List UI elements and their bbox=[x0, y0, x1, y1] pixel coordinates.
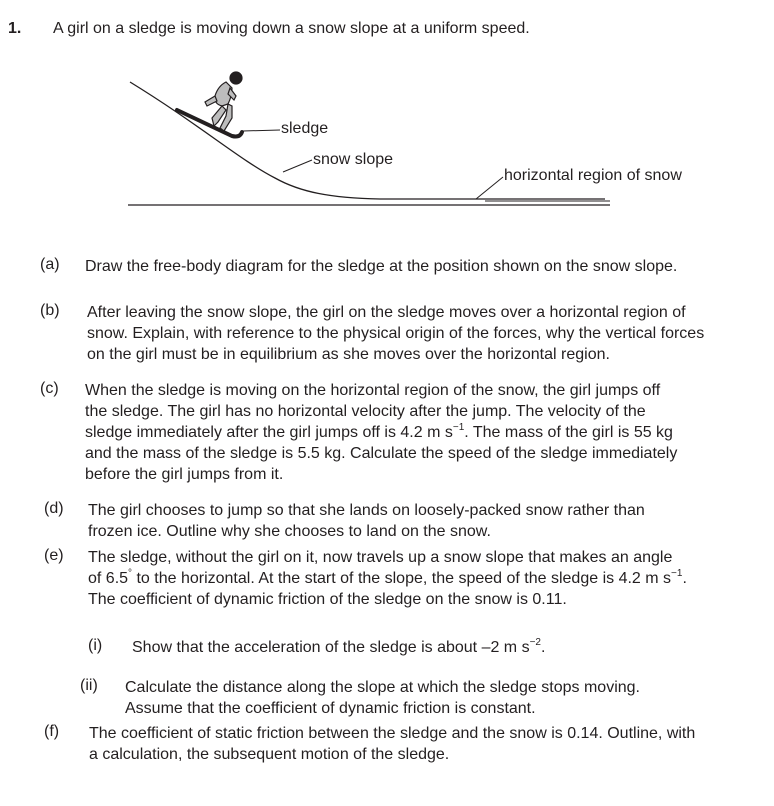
question-stem: A girl on a sledge is moving down a snow slope at a uniform speed. bbox=[53, 20, 530, 37]
part-a-text: Draw the free-body diagram for the sledge at the position shown on the snow slope. bbox=[85, 258, 678, 275]
part-b-label: (b) bbox=[40, 302, 60, 319]
girl-figure-icon bbox=[205, 72, 242, 131]
part-e-i-label: (i) bbox=[88, 637, 103, 654]
part-e-i-text: Show that the acceleration of the sledge is about –2 m $s^{-2}$. bbox=[132, 636, 546, 656]
part-f-text: The coefficient of static friction between the sledge and the snow is 0.14. Outline, with a calculation, the subsequent motion of the sledge. bbox=[89, 725, 696, 763]
part-c-label: (c) bbox=[40, 380, 59, 397]
slope-leader bbox=[283, 160, 312, 172]
part-e-ii-label: (ii) bbox=[80, 677, 98, 694]
part-a-label: (a) bbox=[40, 256, 60, 273]
part-e-text: The sledge, without the girl on it, now travels up a snow slope that makes an angle of 6.5° to the horizontal. At the start of the slope, the speed of the sledge is 4.2 m $s^{-1}$. The coefficient of dynamic friction of the sledge on the snow is 0.11. bbox=[88, 549, 687, 608]
part-d-label: (d) bbox=[44, 500, 64, 517]
part-b-text: After leaving the snow slope, the girl on the sledge moves over a horizontal region of snow. Explain, with reference to the physical origin of the forces, why the vertical forces on the girl must be in equilibrium as she moves over the horizontal region. bbox=[87, 304, 705, 363]
label-horizontal-region: horizontal region of snow bbox=[504, 167, 682, 184]
label-snow-slope: snow slope bbox=[313, 151, 394, 168]
part-e-label: (e) bbox=[44, 547, 64, 564]
part-d-text: The girl chooses to jump so that she lands on loosely-packed snow rather than frozen ice. Outline why she chooses to land on the snow. bbox=[88, 502, 645, 540]
sledge-leader bbox=[243, 130, 280, 131]
question-number: 1. bbox=[8, 20, 22, 37]
part-c-text: When the sledge is moving on the horizontal region of the snow, the girl jumps off the sledge. The girl has no horizontal velocity after the jump. The velocity of the sledge immediately after the girl jumps off is 4.2 m $s^{-1}$. The mass of the girl is 55 kg and the mass of the sledge is 5.5 kg. Calculate the speed of the sledge immediately before the girl jumps from it. bbox=[85, 382, 678, 483]
part-e-ii-text: Calculate the distance along the slope at which the sledge stops moving. Assume that the coefficient of dynamic friction is constant. bbox=[125, 679, 640, 717]
part-f-label: (f) bbox=[44, 723, 60, 740]
label-sledge: sledge bbox=[281, 120, 329, 137]
horizontal-leader bbox=[476, 177, 503, 199]
slope-diagram bbox=[0, 0, 774, 240]
